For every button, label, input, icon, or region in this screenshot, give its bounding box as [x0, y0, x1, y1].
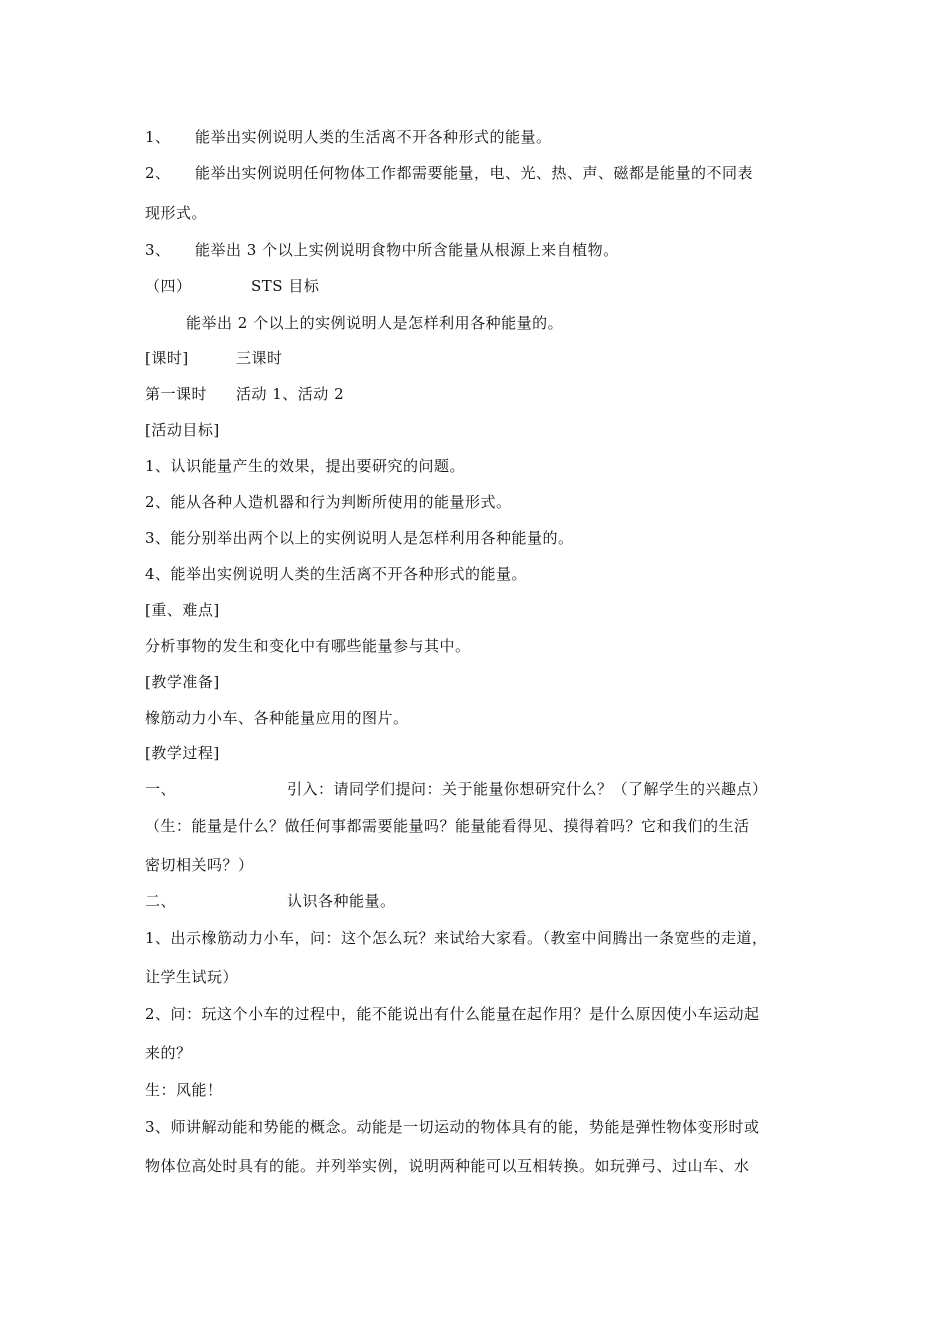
key-points-text: 分析事物的发生和变化中有哪些能量参与其中。	[145, 637, 471, 655]
step-2: 二、 认识各种能量。	[145, 892, 396, 910]
objective-1: 1、 能举出实例说明人类的生活离不开各种形式的能量。	[145, 128, 552, 146]
first-lesson: 第一课时 活动 1、活动 2	[145, 385, 345, 403]
key-points-heading: [重、难点]	[145, 601, 220, 619]
step-2-item-1-cont: 让学生试玩）	[145, 968, 239, 986]
student-answer: 生：风能！	[145, 1081, 223, 1099]
process-heading: [教学过程]	[145, 744, 220, 762]
preparation-text: 橡筋动力小车、各种能量应用的图片。	[145, 709, 409, 727]
sts-heading: （四） STS 目标	[145, 277, 320, 295]
step-2-item-1: 1、出示橡筋动力小车，问：这个怎么玩？来试给大家看。（教室中间腾出一条宽些的走道，	[145, 929, 768, 947]
sts-text: 能举出 2 个以上的实例说明人是怎样利用各种能量的。	[186, 314, 564, 332]
objective-3: 3、 能举出 3 个以上实例说明食物中所含能量从根源上来自植物。	[145, 241, 619, 259]
step-1-detail-cont: 密切相关吗？）	[145, 856, 254, 874]
goal-1: 1、认识能量产生的效果，提出要研究的问题。	[145, 457, 466, 475]
objective-2: 2、 能举出实例说明任何物体工作都需要能量，电、光、热、声、磁都是能量的不同表	[145, 164, 754, 182]
step-1-detail: （生：能量是什么？做任何事都需要能量吗？能量能看得见、摸得着吗？它和我们的生活	[145, 817, 750, 835]
objective-2-cont: 现形式。	[145, 204, 208, 222]
preparation-heading: [教学准备]	[145, 673, 220, 691]
goal-3: 3、能分别举出两个以上的实例说明人是怎样利用各种能量的。	[145, 529, 574, 547]
activity-goals-heading: [活动目标]	[145, 421, 220, 439]
goal-2: 2、能从各种人造机器和行为判断所使用的能量形式。	[145, 493, 512, 511]
step-1: 一、 引入：请同学们提问：关于能量你想研究什么？（了解学生的兴趣点）	[145, 780, 768, 798]
lesson-count: [课时] 三课时	[145, 349, 283, 367]
step-2-item-3-cont: 物体位高处时具有的能。并列举实例，说明两种能可以互相转换。如玩弹弓、过山车、水	[145, 1157, 750, 1175]
goal-4: 4、能举出实例说明人类的生活离不开各种形式的能量。	[145, 565, 528, 583]
step-2-item-3: 3、师讲解动能和势能的概念。动能是一切运动的物体具有的能，势能是弹性物体变形时或	[145, 1118, 760, 1136]
step-2-item-2-cont: 来的？	[145, 1044, 192, 1062]
step-2-item-2: 2、问：玩这个小车的过程中，能不能说出有什么能量在起作用？是什么原因使小车运动起	[145, 1005, 760, 1023]
